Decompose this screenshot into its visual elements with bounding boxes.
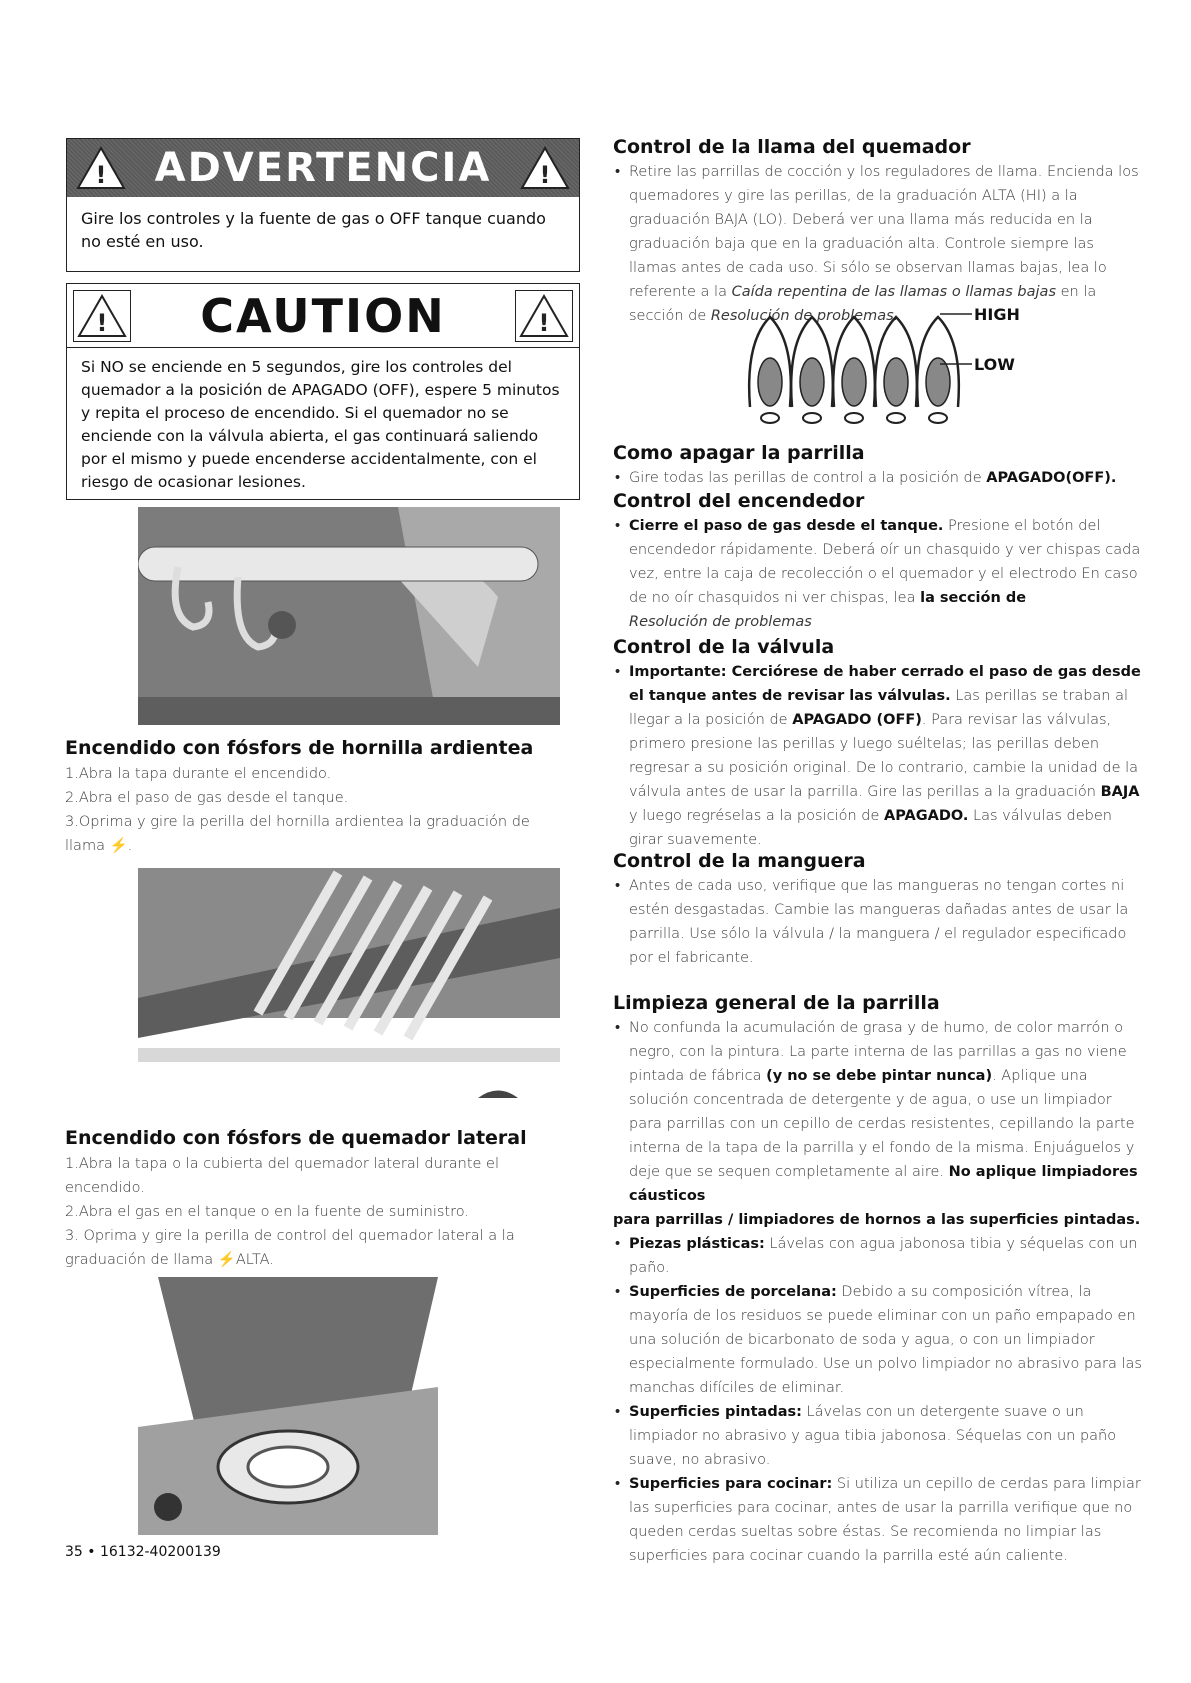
item-text: Debido a su composición vítrea, la mayoría de los residuos se puede eliminar con un paño empapado en una solución de bicarbonato de soda y agua, o con un limpiador especialmente formulado. Use un polvo limpiador no abrasivo para las manchas difíciles de eliminar. <box>629 1284 1142 1396</box>
warning-triangle-icon <box>515 290 573 342</box>
section-heading: Control de la manguera <box>613 850 866 872</box>
igniter-bold: Cierre el paso de gas desde el tanque. <box>629 518 944 534</box>
section-text <box>613 466 1153 490</box>
item-text: Lávelas con un detergente suave o un limpiador no abrasivo y agua tibia jabonosa. Séquelas con un paño suave, no abrasivo. <box>629 1404 1117 1468</box>
warning-triangle-icon <box>73 290 131 342</box>
section-text <box>613 514 1143 634</box>
flame-text: Retire las parrillas de cocción y los reguladores de llama. Encienda los quemadores y gire las perillas, de la graduación ALTA (HI) a la graduación BAJA (LO). Deberá ver una llama más reducida en la graduación baja que en la graduación alta. Controle siempre las llamas antes de cada uso. Si sólo se observan llamas bajas, lea lo referente a la <box>629 164 1139 300</box>
section-heading: Control de la llama del quemador <box>613 136 971 158</box>
step-item: 2.Abra el paso de gas desde el tanque. <box>65 790 349 806</box>
igniter-italic-ref: Resolución de problemas <box>629 614 812 630</box>
step-item: 1.Abra la tapa durante el encendido. <box>65 766 332 782</box>
valve-bold: BAJA <box>1100 784 1140 800</box>
high-label: HIGH <box>974 305 1020 324</box>
section-heading: Control del encendedor <box>613 490 865 512</box>
page-footer: 35 • 16132-40200139 <box>65 1544 221 1560</box>
clean-bold: para parrillas / limpiadores de hornos a las superficies pintadas. <box>613 1212 1141 1228</box>
off-text: Gire todas las perillas de control a la posición de <box>629 470 987 486</box>
step-item: 1.Abra la tapa o la cubierta del quemador lateral durante el encendido. <box>65 1156 500 1196</box>
list-item <box>613 1280 1143 1400</box>
section-heading: Control de la válvula <box>613 636 835 658</box>
section-text <box>613 1016 1143 1568</box>
warning-triangle-icon <box>73 143 129 193</box>
section-heading: Limpieza general de la parrilla <box>613 992 940 1014</box>
step-list <box>65 1152 565 1272</box>
flame-diagram <box>740 302 1040 432</box>
clean-bold: (y no se debe pintar nunca) <box>766 1068 993 1084</box>
flame-text-2: en la sección de <box>629 284 1097 324</box>
warning-title: ADVERTENCIA <box>154 145 492 191</box>
item-text: Si utiliza un cepillo de cerdas para limpiar las superficies para cocinar, antes de usar la parrilla verifique que no queden cerdas sueltas sobre éstas. Se recomienda no limpiar las superficies para cocinar cuando la parrilla esté aún caliente. <box>629 1476 1141 1564</box>
item-label: Superficies pintadas: <box>629 1404 802 1420</box>
list-item <box>613 1400 1143 1472</box>
flame-italic-ref: Caída repentina de las llamas o llamas bajas <box>731 284 1056 300</box>
burner-ignition-photo <box>138 507 560 725</box>
clean-text: . Aplique una solución concentrada de detergente y de agua, o use un limpiador para parrillas con un cepillo de cerdas resistentes, cepillando la parte interna de la tapa de la parrilla y el fondo de la misma. Enjuáguelos y deje que se sequen completamente al aire. <box>629 1068 1135 1180</box>
section-text <box>613 660 1143 852</box>
warning-box <box>66 138 580 272</box>
side-burner-photo <box>138 1277 438 1535</box>
list-item <box>613 1472 1143 1568</box>
caution-title: CAUTION <box>200 288 446 343</box>
svg-text:!: ! <box>95 161 107 189</box>
svg-text:!: ! <box>96 308 108 337</box>
valve-text: Las válvulas deben girar suavemente. <box>629 808 1112 848</box>
item-label: Superficies de porcelana: <box>629 1284 837 1300</box>
section-heading: Encendido con fósfors de quemador lateral <box>65 1127 527 1149</box>
valve-text: Las perillas se traban al llegar a la posición de <box>629 688 1129 728</box>
clean-text: No confunda la acumulación de grasa y de humo, de color marrón o negro, con la pintura. La parte interna de las parrillas a gas no viene pintada de fábrica <box>629 1020 1127 1084</box>
warning-triangle-icon <box>517 143 573 193</box>
item-label: Piezas plásticas: <box>629 1236 765 1252</box>
flame-italic-ref: Resolución de problemas. <box>710 308 899 324</box>
svg-text:!: ! <box>538 308 550 337</box>
caution-header <box>67 284 579 348</box>
list-item <box>613 1232 1143 1280</box>
warning-text: Gire los controles y la fuente de gas o OFF tanque cuando no esté en uso. <box>81 209 546 251</box>
svg-text:!: ! <box>539 161 551 189</box>
valve-text: . Para revisar las válvulas, primero presione las perillas y luego suéltelas; las perillas deben regresar a su posición original. De lo contrario, cambie la unidad de la válvula antes de usar la parrilla. Gire las perillas a la graduación <box>629 712 1139 800</box>
section-heading: Encendido con fósfors de hornilla ardientea <box>65 737 534 759</box>
off-bold: APAGADO(OFF). <box>986 470 1117 486</box>
step-item: 3.Oprima y gire la perilla del hornilla ardientea la graduación de llama ⚡. <box>65 814 530 854</box>
step-item: 2.Abra el gas en el tanque o en la fuente de suministro. <box>65 1204 469 1220</box>
item-label: Superficies para cocinar: <box>629 1476 833 1492</box>
grill-grate-photo <box>138 868 560 1114</box>
section-text <box>613 874 1143 970</box>
valve-text: y luego regréselas a la posición de <box>629 808 884 824</box>
low-label: LOW <box>974 355 1015 374</box>
igniter-bold: la sección de <box>920 590 1027 606</box>
step-item: 3. Oprima y gire la perilla de control del quemador lateral a la graduación de llama ⚡ALTA. <box>65 1228 515 1268</box>
clean-bold: No aplique limpiadores cáusticos <box>629 1164 1138 1204</box>
step-list <box>65 762 565 858</box>
warning-header <box>67 139 579 197</box>
hose-text: Antes de cada uso, verifique que las mangueras no tengan cortes ni estén desgastadas. Cambie las mangueras dañadas antes de usar la parrilla. Use sólo la válvula / la manguera / el regulador especificado por el fabricante. <box>629 878 1129 966</box>
item-text: Lávelas con agua jabonosa tibia y séquelas con un paño. <box>629 1236 1138 1276</box>
section-heading: Como apagar la parrilla <box>613 442 865 464</box>
valve-bold: Importante: Cerciórese de haber cerrado el paso de gas desde el tanque antes de revisar las válvulas. <box>629 664 1141 704</box>
caution-box <box>66 283 580 500</box>
igniter-text: Presione el botón del encendedor rápidamente. Deberá oír un chasquido y ver chispas cada vez, entre la caja de recolección o el quemador y el electrodo En caso de no oír chasquidos ni ver chispas, lea <box>629 518 1141 606</box>
valve-bold: APAGADO. <box>883 808 969 824</box>
caution-text: Si NO se enciende en 5 segundos, gire los controles del quemador a la posición de APAGADO (OFF), espere 5 minutos y repita el proceso de encendido. Si el quemador no se enciende con la válvula abierta, el gas continuará saliendo por el mismo y puede encenderse accidentalmente, con el riesgo de ocasionar lesiones. <box>81 358 560 491</box>
valve-bold: APAGADO (OFF) <box>792 712 922 728</box>
